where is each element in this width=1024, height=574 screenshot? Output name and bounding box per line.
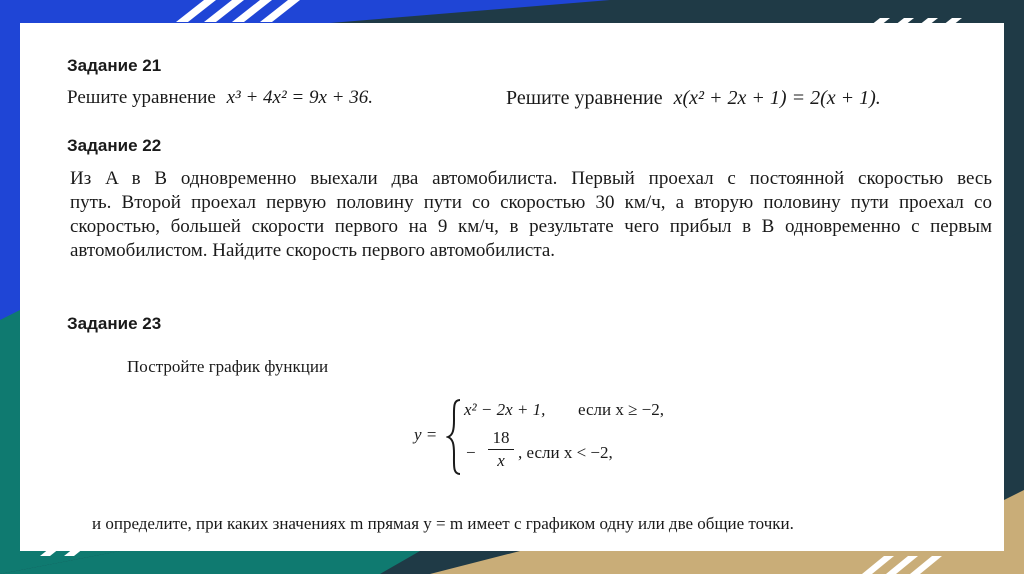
task23-case2-sign: −: [466, 443, 476, 462]
task22-line: путь. Второй проехал первую половину пути со скоростью 30 км/ч, а вторую половину пути проехал со: [70, 192, 992, 213]
task23-intro: Постройте график функции: [127, 357, 329, 376]
task22-problem-text: [70, 167, 992, 263]
task23-case1-condition: если x ≥ −2,: [578, 400, 665, 419]
task22-line: автомобилистом. Найдите скорость первого автомобилиста.: [70, 240, 556, 261]
task21-eq1-formula: x³ + 4x² = 9x + 36.: [226, 87, 373, 108]
task21-heading: Задание 21: [67, 56, 162, 75]
task23-y-label: y =: [414, 425, 438, 444]
task23-heading: Задание 23: [67, 314, 162, 333]
task22-line: скоростью, большей скорости первого на 9 км/ч, в результате чего прибыл в B одновременно с первым: [70, 216, 992, 237]
task23-case2-fraction: [486, 428, 516, 471]
task22-line: Из A в B одновременно выехали два автомобилиста. Первый проехал с постоянной скоростью весь: [70, 168, 992, 189]
task23-question: и определите, при каких значениях m прямая y = m имеет с графиком одну или две общие точки.: [92, 514, 794, 533]
left-brace-icon: [446, 398, 464, 476]
task21-eq1-prefix: Решите уравнение: [67, 87, 216, 108]
task22-heading: Задание 22: [67, 136, 162, 155]
task23-case1-expr: x² − 2x + 1,: [464, 400, 546, 419]
task21-eq2-prefix: Решите уравнение: [506, 87, 663, 109]
task21-equation-2: [506, 87, 881, 110]
task21-eq2-formula: x(x² + 2x + 1) = 2(x + 1).: [673, 87, 881, 109]
fraction-denominator: x: [497, 451, 505, 470]
fraction-bar: [488, 449, 514, 450]
fraction-numerator: 18: [492, 428, 510, 447]
task23-case2-condition: , если x < −2,: [518, 443, 613, 462]
task21-equation-1: [67, 87, 373, 109]
